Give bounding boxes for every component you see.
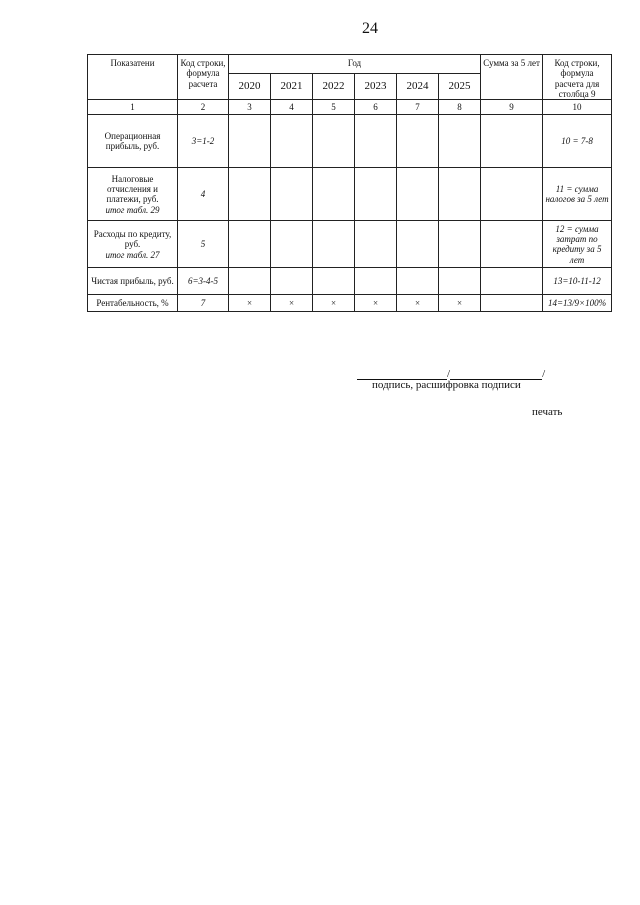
header-indicators: Показатени bbox=[88, 55, 178, 100]
cross-mark: × bbox=[397, 295, 439, 312]
empty-cell bbox=[439, 221, 481, 268]
row-formula: 10 = 7-8 bbox=[543, 115, 612, 168]
page-number: 24 bbox=[362, 20, 378, 37]
empty-cell bbox=[271, 168, 313, 221]
empty-cell bbox=[313, 268, 355, 295]
empty-cell bbox=[229, 115, 271, 168]
row-label-text: Налоговые отчисления и платежи, руб. bbox=[106, 173, 159, 205]
row-label-text: Рентабельность, % bbox=[96, 298, 169, 309]
table-row bbox=[88, 268, 612, 295]
row-label bbox=[88, 221, 178, 268]
year-cell: 2021 bbox=[271, 73, 313, 100]
empty-cell bbox=[229, 268, 271, 295]
year-cell: 2025 bbox=[439, 73, 481, 100]
row-formula: 11 = сумма налогов за 5 лет bbox=[543, 168, 612, 221]
signature-separator: / bbox=[542, 368, 546, 380]
column-number: 1 bbox=[88, 100, 178, 115]
empty-cell bbox=[313, 221, 355, 268]
row-code: 3=1-2 bbox=[178, 115, 229, 168]
empty-cell bbox=[397, 221, 439, 268]
empty-cell bbox=[229, 168, 271, 221]
cross-mark: × bbox=[439, 295, 481, 312]
year-cell: 2020 bbox=[229, 73, 271, 100]
column-number: 9 bbox=[481, 100, 543, 115]
header-year: Год bbox=[229, 55, 481, 74]
table-row bbox=[88, 115, 612, 168]
empty-cell bbox=[355, 268, 397, 295]
column-number: 8 bbox=[439, 100, 481, 115]
empty-cell bbox=[481, 295, 543, 312]
row-formula: 14=13/9×100% bbox=[543, 295, 612, 312]
row-label bbox=[88, 268, 178, 295]
empty-cell bbox=[397, 115, 439, 168]
row-formula: 12 = сумма затрат по кредиту за 5 лет bbox=[543, 221, 612, 268]
empty-cell bbox=[229, 221, 271, 268]
row-code: 4 bbox=[178, 168, 229, 221]
empty-cell bbox=[439, 115, 481, 168]
cross-mark: × bbox=[271, 295, 313, 312]
header-code: Код строки, формула расчета bbox=[178, 55, 229, 100]
row-label-text: Чистая прибыль, руб. bbox=[91, 276, 174, 287]
row-code: 5 bbox=[178, 221, 229, 268]
table-row bbox=[88, 295, 612, 312]
row-label bbox=[88, 295, 178, 312]
table-row bbox=[88, 221, 612, 268]
stamp-label: печать bbox=[532, 406, 563, 418]
empty-cell bbox=[481, 268, 543, 295]
header-sum: Сумма за 5 лет bbox=[481, 55, 543, 100]
column-number: 6 bbox=[355, 100, 397, 115]
year-cell: 2024 bbox=[397, 73, 439, 100]
year-cell: 2023 bbox=[355, 73, 397, 100]
column-number: 7 bbox=[397, 100, 439, 115]
row-note: итог табл. 29 bbox=[105, 204, 160, 215]
empty-cell bbox=[481, 168, 543, 221]
column-number: 2 bbox=[178, 100, 229, 115]
empty-cell bbox=[355, 221, 397, 268]
column-number: 5 bbox=[313, 100, 355, 115]
row-code: 7 bbox=[178, 295, 229, 312]
column-number: 10 bbox=[543, 100, 612, 115]
empty-cell bbox=[313, 115, 355, 168]
row-label bbox=[88, 168, 178, 221]
empty-cell bbox=[439, 268, 481, 295]
row-formula: 13=10-11-12 bbox=[543, 268, 612, 295]
empty-cell bbox=[481, 115, 543, 168]
cross-mark: × bbox=[229, 295, 271, 312]
row-code: 6=3-4-5 bbox=[178, 268, 229, 295]
empty-cell bbox=[397, 168, 439, 221]
table-row bbox=[88, 168, 612, 221]
empty-cell bbox=[313, 168, 355, 221]
empty-cell bbox=[355, 115, 397, 168]
header-code-formula: Код строки, формула расчета для столбца 9 bbox=[543, 55, 612, 100]
empty-cell bbox=[271, 221, 313, 268]
column-number: 3 bbox=[229, 100, 271, 115]
empty-cell bbox=[439, 168, 481, 221]
row-label bbox=[88, 115, 178, 168]
row-label-text: Расходы по кредиту, руб. bbox=[93, 228, 172, 250]
cross-mark: × bbox=[355, 295, 397, 312]
row-label-text: Операционная прибыль, руб. bbox=[104, 131, 161, 152]
signature-caption: подпись, расшифровка подписи bbox=[372, 379, 521, 391]
column-number: 4 bbox=[271, 100, 313, 115]
profitability-table bbox=[87, 54, 612, 312]
signature-separator: / bbox=[447, 368, 451, 380]
empty-cell bbox=[271, 268, 313, 295]
row-note: итог табл. 27 bbox=[105, 249, 160, 260]
empty-cell bbox=[271, 115, 313, 168]
cross-mark: × bbox=[313, 295, 355, 312]
empty-cell bbox=[355, 168, 397, 221]
empty-cell bbox=[481, 221, 543, 268]
empty-cell bbox=[397, 268, 439, 295]
year-cell: 2022 bbox=[313, 73, 355, 100]
